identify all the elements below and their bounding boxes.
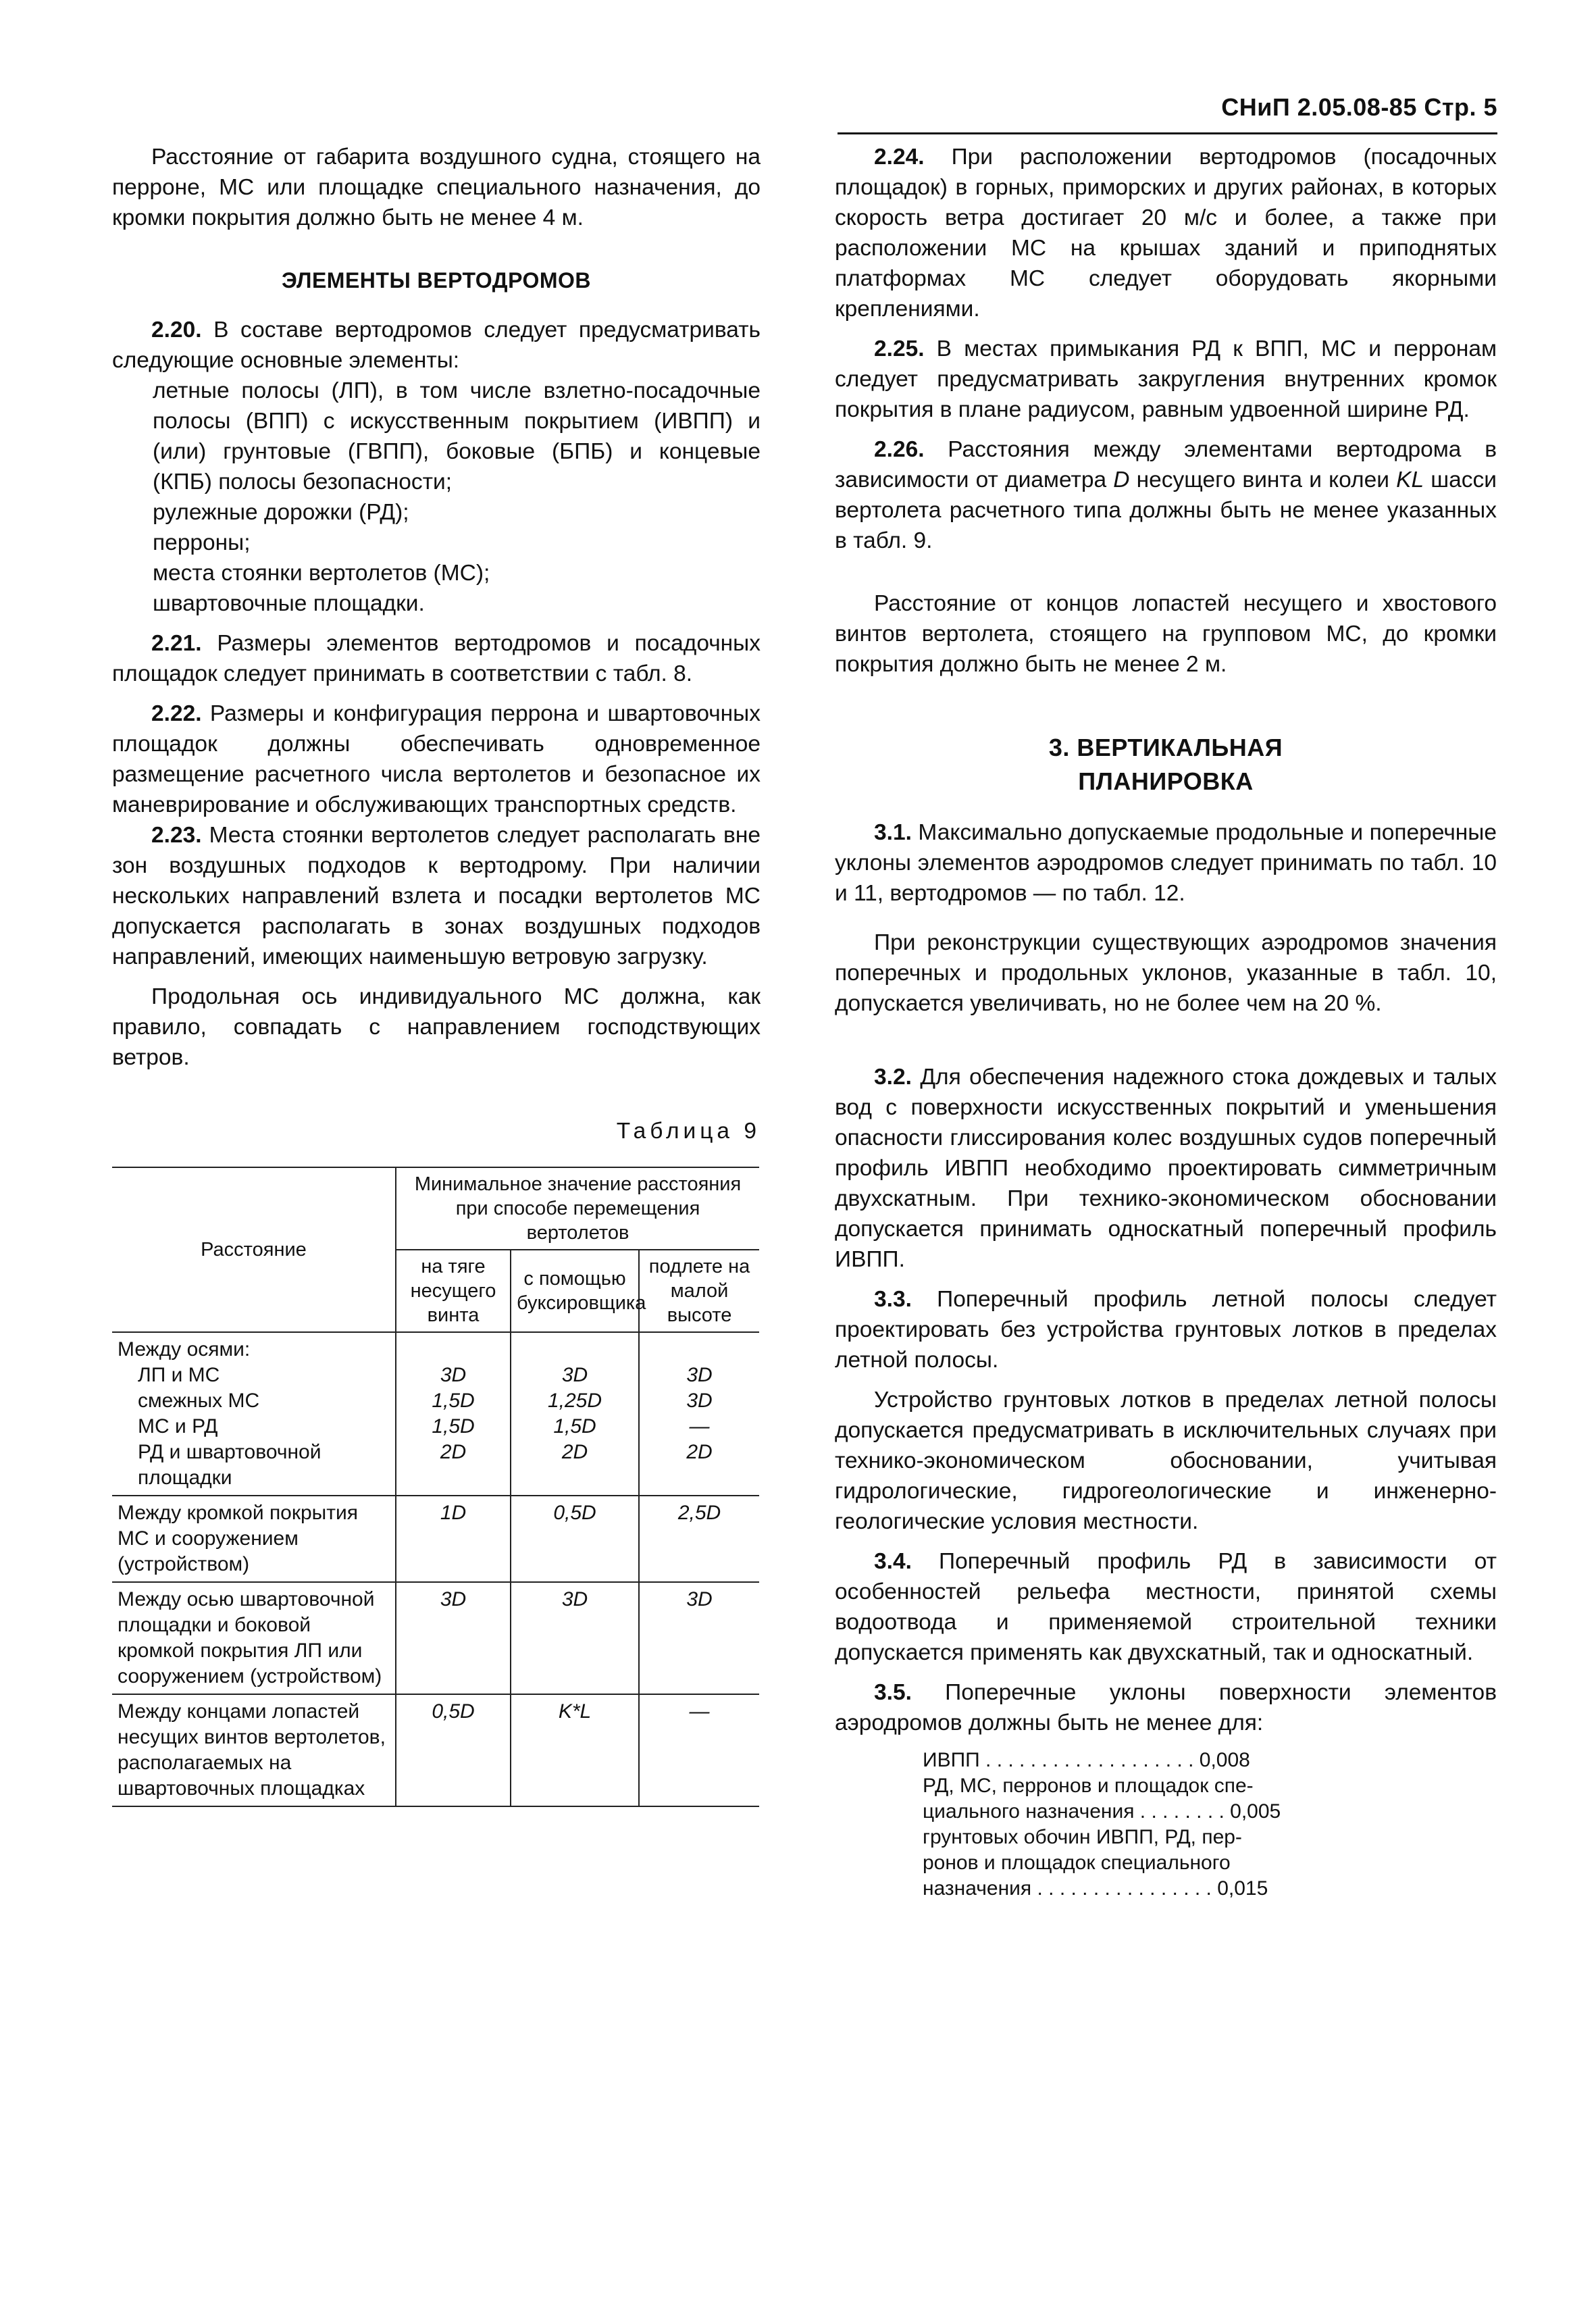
cell-value: 2D xyxy=(561,1441,588,1463)
clause-text: Поперечные уклоны поверхности элементов аэродромов должны быть не менее для: xyxy=(835,1680,1497,1735)
clause-text: В местах примыкания РД к ВПП, МС и перронам следует предусматривать закругления внутренних кромок покрытия в плане радиусом, равным удвоенной ширине РД. xyxy=(835,336,1497,422)
cell-value: 3D xyxy=(561,1364,588,1386)
table-header-lowflight: подлете на малой высоте xyxy=(639,1250,759,1332)
table-row-label: Между осью швартовочной площадки и боковой кромкой покрытия ЛП или сооружением (устройством) xyxy=(112,1582,396,1694)
clause-number: 2.21. xyxy=(151,631,202,656)
clause-number: 3.4. xyxy=(874,1549,912,1574)
table-header-rotor: на тяге несущего винта xyxy=(396,1250,511,1332)
header-rule xyxy=(838,132,1497,134)
table-cell-rotor: 3D xyxy=(396,1582,511,1694)
paragraph-2-21 xyxy=(112,628,761,689)
slope-list xyxy=(923,1748,1497,1902)
paragraph-2-20 xyxy=(112,315,761,376)
clause-text: Поперечный профиль РД в зависимости от особенностей рельефа местности, принятой схемы водоотвода и применяемой строительной техники допускается применять как двухскатный, так и односкатный. xyxy=(835,1549,1497,1665)
table-cell-lowflight: 2,5D xyxy=(639,1496,759,1582)
section-3-title-line2: ПЛАНИРОВКА xyxy=(1078,767,1254,795)
table-header-row xyxy=(112,1167,759,1250)
list-item: ронов и площадок специального xyxy=(923,1852,1231,1874)
clause-text: несущего винта и колеи xyxy=(1129,467,1397,492)
left-column xyxy=(112,142,761,1807)
table-cell-tow: K*L xyxy=(511,1694,639,1806)
cell-value: 1,5D xyxy=(553,1415,596,1438)
table-row-label: Между концами лопастей несущих винтов вертолетов, располагаемых на швартовочных площадках xyxy=(112,1694,396,1806)
paragraph-2-23-b: Продольная ось индивидуального МС должна, как правило, совпадать с направлением господствующих ветров. xyxy=(112,984,761,1070)
table-cell-lowflight xyxy=(639,1332,759,1496)
paragraph-2-25 xyxy=(835,334,1497,425)
table-cell-lowflight: 3D xyxy=(639,1582,759,1694)
clause-number: 3.1. xyxy=(874,820,912,845)
list-item: ИВПП . . . . . . . . . . . . . . . . . . . 0,008 xyxy=(923,1749,1250,1771)
cell-value: 1,25D xyxy=(547,1390,602,1412)
table-row-label: Между кромкой покрытия МС и сооружением (устройством) xyxy=(112,1496,396,1582)
paragraph-2-23 xyxy=(112,820,761,972)
clause-number: 3.2. xyxy=(874,1065,912,1090)
table-cell-tow: 3D xyxy=(511,1582,639,1694)
paragraph-intro: Расстояние от габарита воздушного судна, стоящего на перроне, МС или площадке специального назначения, до кромки покрытия должно быть не менее 4 м. xyxy=(112,145,761,230)
paragraph-2-26 xyxy=(835,434,1497,556)
table-cell-rotor xyxy=(396,1332,511,1496)
section-heading-elements: ЭЛЕМЕНТЫ ВЕРТОДРОМОВ xyxy=(281,268,592,293)
table-cell-tow xyxy=(511,1332,639,1496)
cell-value: 1,5D xyxy=(432,1390,475,1412)
cell-value: 3D xyxy=(686,1364,713,1386)
paragraph-3-1 xyxy=(835,817,1497,909)
row-sub-lp-ms: ЛП и МС xyxy=(138,1364,220,1386)
paragraph-3-4 xyxy=(835,1546,1497,1668)
clause-number: 2.23. xyxy=(151,823,202,848)
list-item-mooring: швартовочные площадки. xyxy=(153,591,425,616)
paragraph-2-22 xyxy=(112,698,761,820)
table-row xyxy=(112,1582,759,1694)
table-cell-lowflight: — xyxy=(639,1694,759,1806)
section-3-title-line1: 3. ВЕРТИКАЛЬНАЯ xyxy=(1048,734,1283,761)
clause-number: 3.5. xyxy=(874,1680,912,1705)
cell-value: 1,5D xyxy=(432,1415,475,1438)
clause-number: 2.26. xyxy=(874,437,925,462)
table-9-title: Таблица 9 xyxy=(616,1119,761,1144)
clause-number: 2.22. xyxy=(151,701,202,726)
track-symbol: KL xyxy=(1396,467,1424,492)
clause-text: шасси вертолета расчетного типа должны быть не менее указанных в табл. 9. xyxy=(835,467,1497,553)
list-item: назначения . . . . . . . . . . . . . . . . 0,015 xyxy=(923,1877,1268,1900)
right-column xyxy=(835,142,1497,1902)
list-item-stands: места стоянки вертолетов (МС); xyxy=(153,561,490,586)
cell-value: 3D xyxy=(440,1364,467,1386)
row-sub-ms-rd: МС и РД xyxy=(138,1415,218,1438)
table-cell-tow: 0,5D xyxy=(511,1496,639,1582)
table-cell-rotor: 1D xyxy=(396,1496,511,1582)
paragraph-3-5 xyxy=(835,1677,1497,1738)
clause-text: При расположении вертодромов (посадочных площадок) в горных, приморских и других районах, в которых скорость ветра достигает 20 м/с и более, а также при расположении МС на крышах зданий и приподнятых платформах МС следует оборудовать якорными креплениями. xyxy=(835,145,1497,322)
table-row xyxy=(112,1694,759,1806)
table-row xyxy=(112,1332,759,1496)
table-cell-rotor: 0,5D xyxy=(396,1694,511,1806)
list-item-aprons: перроны; xyxy=(153,530,251,555)
row-heading-axes: Между осями: xyxy=(118,1338,251,1361)
cell-value: — xyxy=(689,1415,710,1438)
clause-number: 2.24. xyxy=(874,145,925,170)
page-header: СНиП 2.05.08-85 Стр. 5 xyxy=(1221,93,1497,121)
clause-number: 2.20. xyxy=(151,317,202,342)
clause-text: Максимально допускаемые продольные и поперечные уклоны элементов аэродромов следует принимать по табл. 10 и 11, вертодромов — по табл. 12. xyxy=(835,820,1497,906)
paragraph-2-26-b: Расстояние от концов лопастей несущего и хвостового винтов вертолета, стоящего на групповом МС, до кромки покрытия должно быть не менее 2 м. xyxy=(835,591,1497,677)
clause-text: В составе вертодромов следует предусматривать следующие основные элементы: xyxy=(112,317,761,373)
paragraph-3-3 xyxy=(835,1284,1497,1375)
diameter-symbol: D xyxy=(1113,467,1130,492)
table-header-distance: Расстояние xyxy=(112,1167,396,1332)
clause-text: Размеры элементов вертодромов и посадочных площадок следует принимать в соответствии с табл. 8. xyxy=(112,631,761,686)
clause-number: 2.25. xyxy=(874,336,925,361)
clause-text: Места стоянки вертолетов следует располагать вне зон воздушных подходов к вертодрому. При наличии нескольких направлений взлета и посадки вертолетов МС допускается располагать в зонах воздушных подходов направлений, имеющих наименьшую ветровую загрузку. xyxy=(112,823,761,969)
list-item-runways: летные полосы (ЛП), в том числе взлетно-посадочные полосы (ВПП) с искусственным покрытием (ИВПП) и (или) грунтовые (ГВПП), боковые (БПБ) и концевые (КПБ) полосы безопасности; xyxy=(153,378,761,494)
table-row-label xyxy=(112,1332,396,1496)
clause-text: Для обеспечения надежного стока дождевых и талых вод с поверхности искусственных покрытий и уменьшения опасности глиссирования колес воздушных судов поперечный профиль ИВПП необходимо проектировать симметричным двухскатным. При технико-экономическом обосновании допускается принимать односкатный поперечный профиль ИВПП. xyxy=(835,1065,1497,1272)
list-item: циального назначения . . . . . . . . 0,005 xyxy=(923,1800,1281,1823)
paragraph-2-24 xyxy=(835,142,1497,324)
clause-text: Поперечный профиль летной полосы следует проектировать без устройства грунтовых лотков в пределах летной полосы. xyxy=(835,1287,1497,1373)
paragraph-3-2 xyxy=(835,1062,1497,1275)
clause-text: Размеры и конфигурация перрона и швартовочных площадок должны обеспечивать одновременное размещение расчетного числа вертолетов и безопасное их маневрирование и обслуживающих транспортных средств. xyxy=(112,701,761,817)
list-item: грунтовых обочин ИВПП, РД, пер- xyxy=(923,1826,1242,1848)
cell-value: 3D xyxy=(686,1390,713,1412)
list-item-taxiways: рулежные дорожки (РД); xyxy=(153,500,409,525)
table-row xyxy=(112,1496,759,1582)
list-item: РД, МС, перронов и площадок спе- xyxy=(923,1775,1254,1797)
table-9 xyxy=(112,1167,759,1807)
paragraph-3-1-b: При реконструкции существующих аэродромов значения поперечных и продольных уклонов, указанные в табл. 10, допускается увеличивать, но не более чем на 20 %. xyxy=(835,930,1497,1016)
paragraph-3-3-b: Устройство грунтовых лотков в пределах летной полосы допускается предусматривать в исключительных случаях при технико-экономическом обосновании, учитывая гидрологические, гидрогеологические и инженерно-геологические условия местности. xyxy=(835,1388,1497,1534)
clause-number: 3.3. xyxy=(874,1287,912,1312)
row-sub-adjacent-ms: смежных МС xyxy=(138,1390,260,1412)
clause-text: Расстояния между элементами вертодрома в зависимости от диаметра xyxy=(835,437,1497,492)
row-sub-rd-mooring: РД и швартовочной площадки xyxy=(138,1441,321,1489)
cell-value: 2D xyxy=(440,1441,467,1463)
table-header-tow: с помощью буксировщика xyxy=(511,1250,639,1332)
table-header-group: Минимальное значение расстояния при способе перемещения вертолетов xyxy=(396,1167,759,1250)
cell-value: 2D xyxy=(686,1441,713,1463)
